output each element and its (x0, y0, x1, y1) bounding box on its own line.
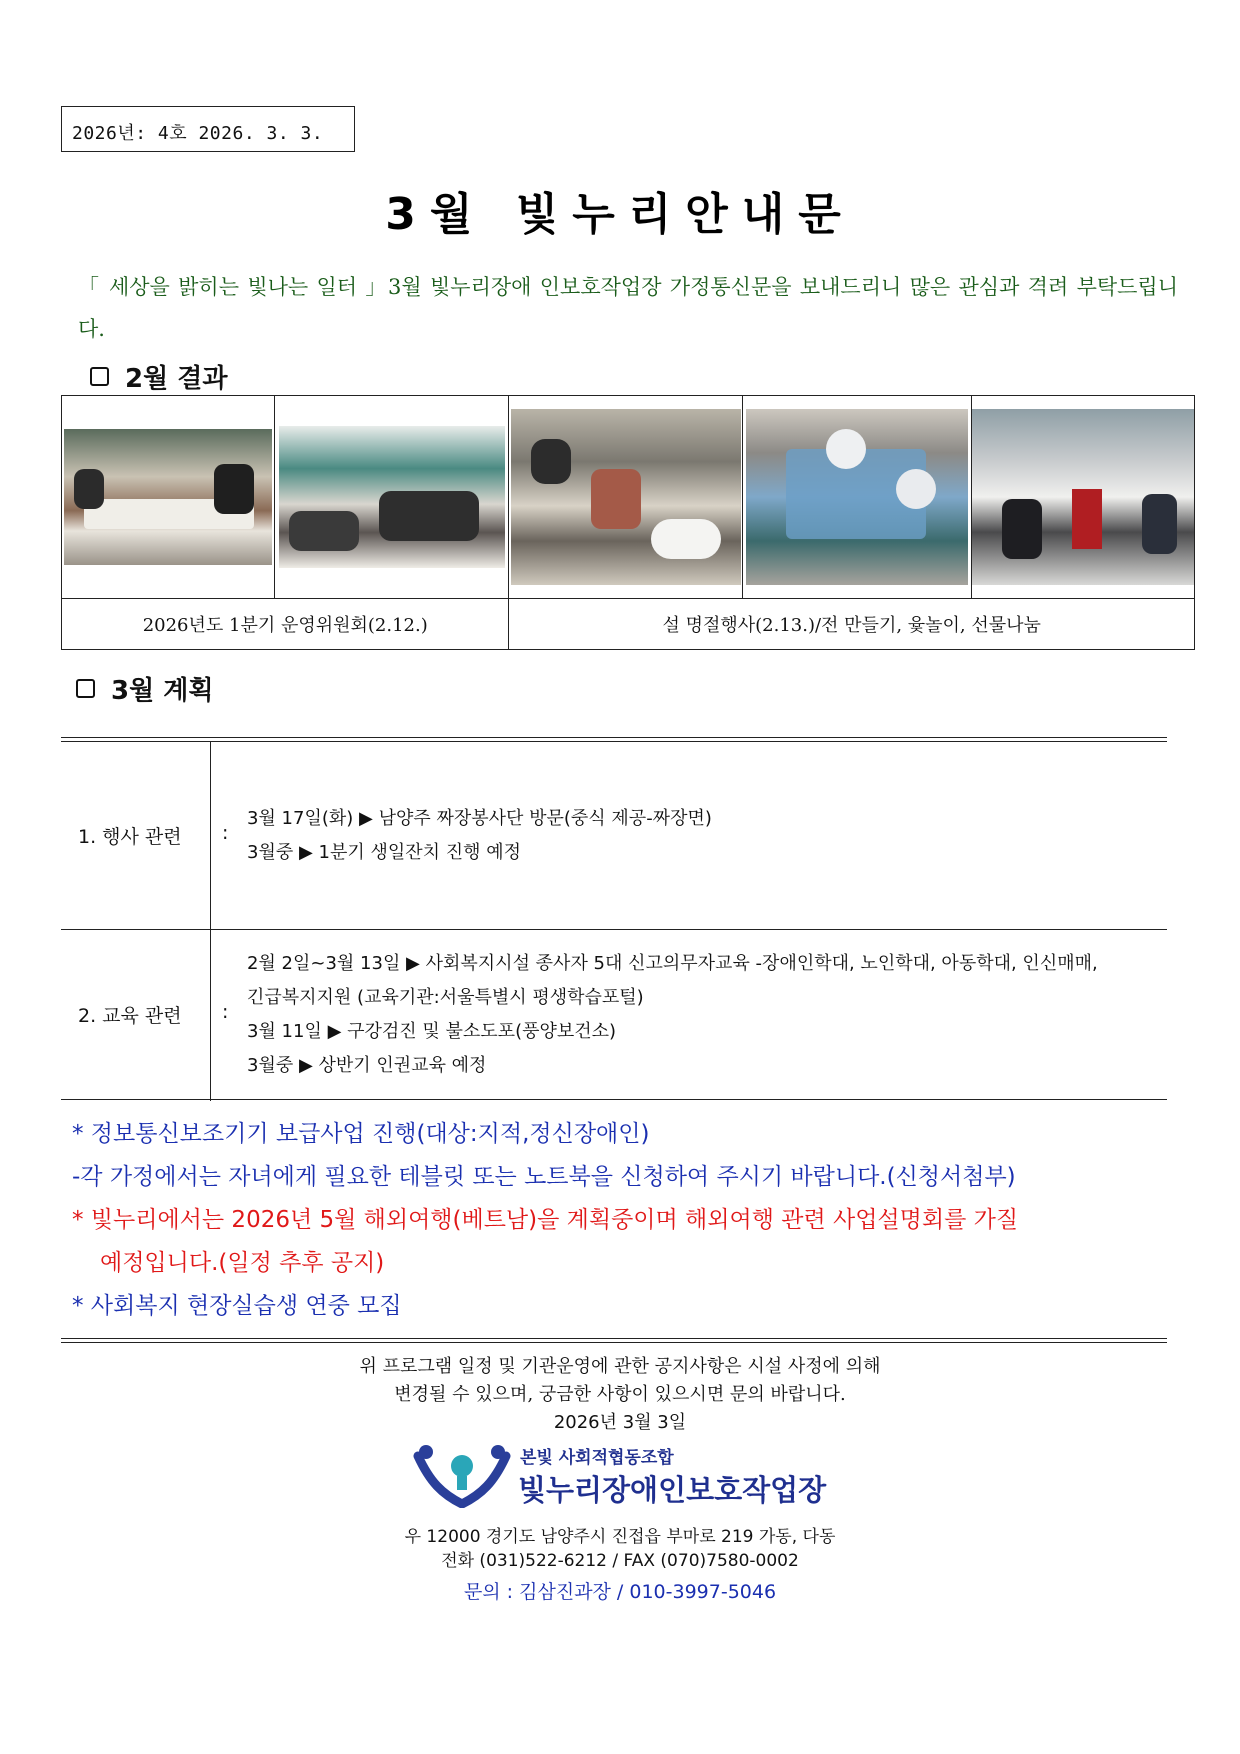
plan-row-divider (61, 929, 1167, 930)
meeting-caption: 2026년도 1분기 운영위원회(2.12.) (62, 599, 509, 650)
photo-cell (971, 396, 1194, 599)
photo-cell (509, 396, 743, 599)
plan-bottom-rule (61, 1099, 1167, 1100)
education-item: 3월 11일 ▶ 구강검진 및 불소도포(풍양보건소) (247, 1021, 617, 1042)
org-name: 빛누리장애인보호작업장 (518, 1473, 827, 1507)
footer-address: 우 12000 경기도 남양주시 진접읍 부마로 219 가동, 다동 (404, 1527, 836, 1547)
feb-photo-table (61, 395, 1195, 650)
plan-top-rule-2 (61, 741, 1167, 742)
notice-device-apply: -각 가정에서는 자녀에게 필요한 테블릿 또는 노트북을 신청하여 주시기 바랍니다.(신청서첨부) (72, 1164, 1016, 1190)
meeting-photo-1 (64, 429, 272, 565)
feb-results-heading (90, 358, 228, 395)
org-small-name: 본빛 사회적협동조합 (520, 1448, 674, 1468)
festival-caption: 설 명절행사(2.13.)/전 만들기, 윷놀이, 선물나눔 (509, 599, 1195, 650)
event-item: 3월중 ▶ 1분기 생일잔치 진행 예정 (247, 842, 522, 863)
festival-photo-3 (972, 409, 1194, 585)
page-title: 3월 빛누리안내문 (385, 189, 855, 240)
event-item: 3월 17일(화) ▶ 남양주 짜장봉사단 방문(중식 제공-짜장면) (247, 808, 712, 829)
footer-notice-line1: 위 프로그램 일정 및 기관운영에 관한 공지사항은 시설 사정에 의해 (359, 1356, 881, 1377)
photo-cell (62, 396, 275, 599)
checkbox-icon (90, 367, 109, 386)
footer-top-rule (61, 1338, 1167, 1339)
march-heading-text: 3월 계획 (111, 676, 214, 706)
events-list (247, 802, 712, 870)
education-item: 3월중 ▶ 상반기 인권교육 예정 (247, 1055, 487, 1076)
notice-overseas-trip: * 빛누리에서는 2026년 5월 해외여행(베트남)을 계획중이며 해외여행 관련 사업설명회를 가질 (72, 1207, 1019, 1233)
photo-cell (743, 396, 972, 599)
events-colon: : (222, 822, 229, 844)
education-colon: : (222, 1001, 229, 1023)
notice-device-program: * 정보통신보조기기 보급사업 진행(대상:지적,정신장애인) (72, 1121, 650, 1147)
footer-top-rule-2 (61, 1342, 1167, 1343)
events-label: 1. 행사 관련 (78, 826, 182, 848)
notice-intern-recruit: * 사회복지 현장실습생 연중 모집 (72, 1293, 402, 1319)
issue-number-box: 2026년: 4호 2026. 3. 3. (61, 106, 355, 152)
meeting-photo-2 (279, 426, 505, 568)
intro-text: 「 세상을 밝히는 빛나는 일터 」3월 빛누리장애 인보호작업장 가정통신문을 보내드리니 많은 관심과 격려 부탁드립니다. (78, 275, 1178, 341)
checkbox-icon (76, 679, 95, 698)
march-plan-heading (76, 670, 214, 707)
education-label: 2. 교육 관련 (78, 1005, 182, 1027)
education-item: 2월 2일~3월 13일 ▶ 사회복지시설 종사자 5대 신고의무자교육 -장애인학대, 노인학대, 아동학대, 인신매매, (247, 953, 1098, 974)
education-list (247, 947, 1098, 1083)
festival-photo-2 (746, 409, 968, 585)
organization-logo-icon (412, 1442, 512, 1508)
education-item: 긴급복지지원 (교육기관:서울특별시 평생학습포털) (247, 987, 644, 1008)
feb-heading-text: 2월 결과 (125, 364, 228, 394)
plan-column-divider (210, 741, 211, 1101)
footer-notice-line2: 변경될 수 있으며, 궁금한 사항이 있으시면 문의 바랍니다. (394, 1384, 846, 1405)
footer-date: 2026년 3월 3일 (553, 1412, 687, 1433)
festival-photo-1 (511, 409, 741, 585)
footer-contact: 문의 : 김삼진과장 / 010-3997-5046 (463, 1581, 777, 1603)
footer-phone: 전화 (031)522-6212 / FAX (070)7580-0002 (441, 1551, 799, 1571)
photo-cell (275, 396, 509, 599)
notice-overseas-trip-cont: 예정입니다.(일정 추후 공지) (100, 1250, 385, 1276)
plan-top-rule (61, 737, 1167, 738)
